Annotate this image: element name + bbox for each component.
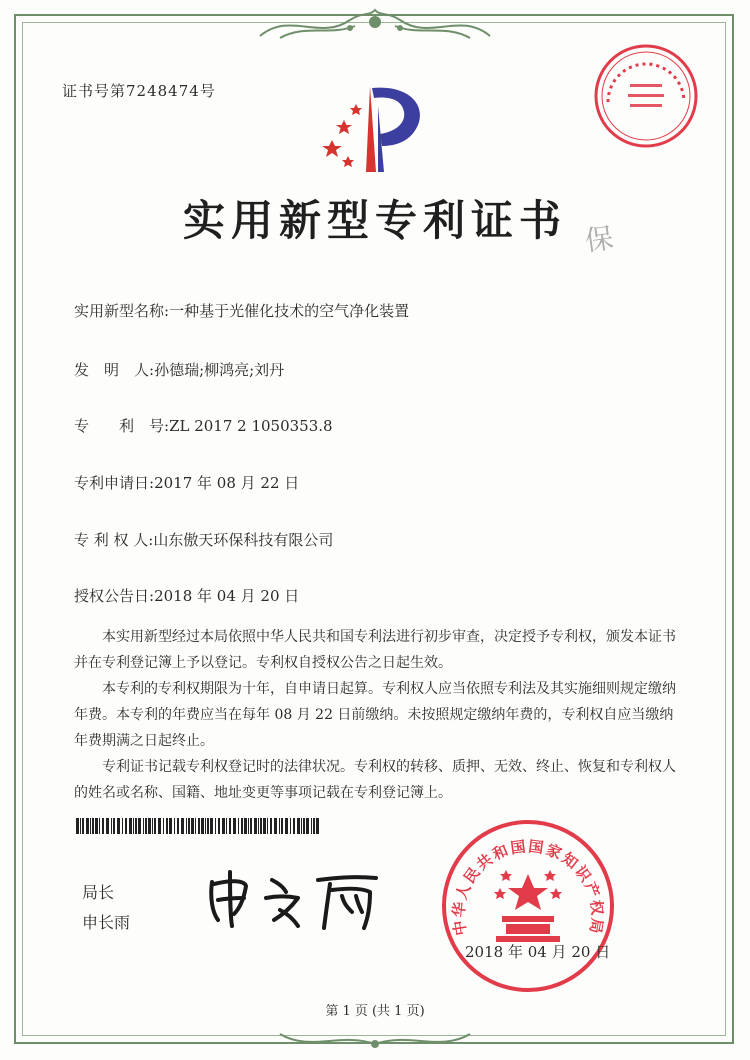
director-name: 申长雨 bbox=[82, 913, 131, 932]
barcode-bar bbox=[198, 818, 200, 834]
barcode-bar bbox=[154, 818, 156, 834]
handwritten-signature bbox=[200, 862, 390, 932]
field-value: 一种基于光催化技术的空气净化装置 bbox=[169, 302, 410, 320]
patent-office-logo bbox=[318, 80, 438, 180]
top-ornament bbox=[250, 6, 500, 48]
barcode-bar bbox=[316, 818, 319, 834]
barcode-bar bbox=[152, 818, 153, 834]
field-value: 2018 年 04 月 20 日 bbox=[154, 587, 300, 605]
barcode-bar bbox=[158, 818, 161, 834]
barcode-bar bbox=[174, 818, 175, 834]
barcode-bar bbox=[201, 818, 204, 834]
barcode-bar bbox=[306, 818, 309, 834]
barcode-bar bbox=[106, 818, 109, 834]
barcode-bar bbox=[143, 818, 144, 834]
barcode-bar bbox=[138, 818, 141, 834]
barcode-bar bbox=[210, 818, 213, 834]
barcode-bar bbox=[215, 818, 216, 834]
field-label: 授权公告日: bbox=[74, 587, 155, 605]
barcode-bar bbox=[117, 818, 120, 834]
barcode-bar bbox=[86, 818, 89, 834]
field-patentee bbox=[74, 529, 333, 550]
barcode-bar bbox=[166, 818, 168, 834]
barcode-bar bbox=[285, 818, 288, 834]
barcode-bar bbox=[181, 818, 184, 834]
body-paragraph: 专利证书记载专利权登记时的法律状况。专利权的转移、质押、无效、终止、恢复和专利权人的姓名或名称、国籍、地址变更等事项记载在专利登记簿上。 bbox=[74, 759, 676, 801]
barcode-bar bbox=[274, 818, 277, 834]
field-utility-model-name bbox=[74, 300, 409, 321]
barcode-bar bbox=[82, 818, 84, 834]
barcode-bar bbox=[129, 818, 132, 834]
barcode-bar bbox=[270, 818, 272, 834]
barcode-bar bbox=[113, 818, 115, 834]
barcode-bar bbox=[290, 818, 291, 834]
barcode-bar bbox=[135, 818, 137, 834]
certificate-title: 实用新型专利证书 bbox=[182, 196, 567, 245]
field-value: 山东傲天环保科技有限公司 bbox=[153, 531, 334, 549]
barcode-bar bbox=[111, 818, 112, 834]
field-value: ZL 2017 2 1050353.8 bbox=[169, 417, 333, 435]
barcode-bar bbox=[238, 818, 239, 834]
barcode-bar bbox=[254, 818, 257, 834]
barcode-bar bbox=[226, 818, 227, 834]
field-inventors bbox=[74, 359, 284, 380]
barcode-bar bbox=[222, 818, 225, 834]
barcode-bar bbox=[313, 818, 315, 834]
barcode-bar bbox=[205, 818, 206, 834]
certificate-body bbox=[74, 624, 684, 806]
tax-stamp-seal bbox=[590, 40, 702, 152]
barcode-bar bbox=[241, 818, 243, 834]
barcode-bar bbox=[133, 818, 134, 834]
barcode-bar bbox=[99, 818, 100, 834]
barcode-bar bbox=[207, 818, 209, 834]
field-patent-number bbox=[74, 415, 333, 436]
field-value: 2017 年 08 月 22 日 bbox=[154, 474, 300, 492]
barcode-bar bbox=[260, 818, 262, 834]
field-label: 专 利 权 人: bbox=[74, 531, 154, 549]
barcode-bar bbox=[122, 818, 123, 834]
barcode-bar bbox=[311, 818, 312, 834]
body-paragraph: 本实用新型经过本局依照中华人民共和国专利法进行初步审查，决定授予专利权，颁发本证书并在专利登记簿上予以登记。专利权自授权公告之日起生效。 bbox=[74, 629, 676, 671]
barcode-bar bbox=[169, 818, 172, 834]
handwritten-mark: 保 bbox=[583, 221, 616, 258]
barcode-bar bbox=[267, 818, 268, 834]
barcode-bar bbox=[125, 818, 127, 834]
barcode-bar bbox=[218, 818, 220, 834]
barcode-bar bbox=[229, 818, 231, 834]
field-label: 专利申请日: bbox=[74, 474, 155, 492]
barcode-bar bbox=[263, 818, 266, 834]
seal-ring-text: 中华人民共和国国家知识产权局 bbox=[449, 837, 607, 937]
barcode-bar bbox=[301, 818, 302, 834]
director-title: 局长 bbox=[82, 883, 115, 902]
barcode-bar bbox=[188, 818, 190, 834]
field-application-date bbox=[74, 472, 299, 493]
barcode-bar bbox=[163, 818, 164, 834]
barcode-bar bbox=[258, 818, 259, 834]
certificate-number: 证书号第7248474号 bbox=[62, 82, 216, 100]
field-label: 专 利 号: bbox=[74, 417, 170, 435]
field-value: 孙德瑞;柳鸿亮;刘丹 bbox=[154, 361, 285, 379]
barcode bbox=[76, 818, 319, 834]
barcode-bar bbox=[95, 818, 98, 834]
barcode-bar bbox=[250, 818, 252, 834]
barcode-bar bbox=[293, 818, 295, 834]
page-number: 第 1 页 (共 1 页) bbox=[325, 1004, 425, 1019]
barcode-bar bbox=[195, 818, 196, 834]
barcode-bar bbox=[297, 818, 300, 834]
barcode-bar bbox=[80, 818, 81, 834]
barcode-bar bbox=[145, 818, 147, 834]
bottom-ornament bbox=[270, 1028, 480, 1056]
barcode-bar bbox=[148, 818, 151, 834]
body-paragraph: 本专利的专利权期限为十年，自申请日起算。专利权人应当依照专利法及其实施细则规定缴纳年费。本专利的年费应当在每年 08 月 22 日前缴纳。未按照规定缴纳年费的，专利权自应当缴纳年费期满之日起终止。 bbox=[74, 681, 676, 749]
seal-date: 2018 年 04 月 20 日 bbox=[465, 943, 611, 961]
barcode-bar bbox=[186, 818, 187, 834]
barcode-bar bbox=[102, 818, 104, 834]
barcode-bar bbox=[279, 818, 280, 834]
field-grant-date bbox=[74, 585, 299, 606]
official-seal bbox=[440, 818, 616, 994]
barcode-bar bbox=[244, 818, 247, 834]
barcode-bar bbox=[92, 818, 94, 834]
barcode-bar bbox=[303, 818, 305, 834]
field-label: 实用新型名称: bbox=[74, 302, 170, 320]
barcode-bar bbox=[281, 818, 283, 834]
barcode-bar bbox=[191, 818, 194, 834]
barcode-bar bbox=[76, 818, 79, 834]
barcode-bar bbox=[248, 818, 249, 834]
field-label: 发 明 人: bbox=[74, 361, 155, 379]
barcode-bar bbox=[90, 818, 91, 834]
barcode-bar bbox=[233, 818, 236, 834]
barcode-bar bbox=[177, 818, 179, 834]
